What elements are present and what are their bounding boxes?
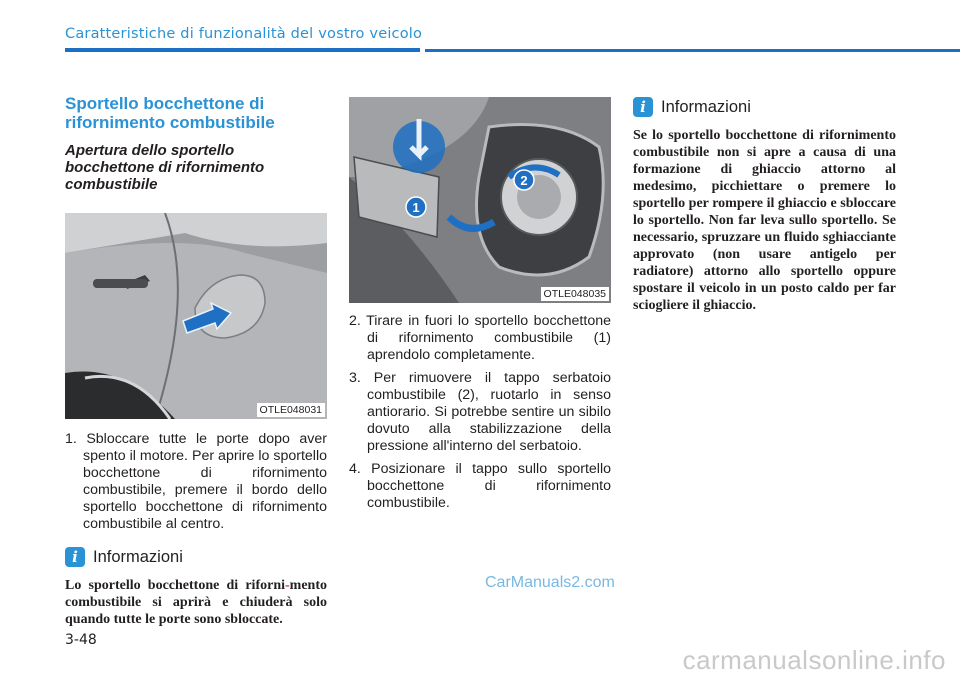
site-watermark: carmanualsonline.info: [682, 645, 946, 675]
fuel-door-closed-figure: [65, 213, 327, 419]
info-title: Informazioni: [661, 97, 751, 116]
step-3: 3. Per rimuovere il tappo serbatoio combustibile (2), ruotarlo in senso antiorario. Si potrebbe sentire un sibilo dovuto alla stabilizzazione della pressione all'interno del serbatoio.: [349, 370, 611, 454]
info-text: Se lo sportello bocchettone di rifornimento combustibile non si apre a causa di una formazione di ghiaccio attorno al medesimo, picchiettare o premere lo sportello per rompere il ghiaccio e sbloccare lo sportello. Non far leva sullo sportello. Se necessario, spruzzare un fluido sghiacciante approvato (non usare antigelo per radiatore) attorno allo sportello oppure spostare il veicolo in un posto caldo per far sciogliere il ghiaccio.: [633, 128, 896, 313]
info-text: [65, 577, 327, 628]
section-header: Caratteristiche di funzionalità del vostro veicolo: [65, 26, 423, 42]
figure-label: OTLE048035: [541, 287, 609, 301]
section-title: Sportello bocchettone di rifornimento combustibile: [65, 94, 275, 132]
fuel-door-open-figure: [349, 97, 611, 303]
step-2: 2. Tirare in fuori lo sportello bocchettone di rifornimento combustibile (1) aprendolo completamente.: [349, 313, 611, 363]
info-icon: i: [633, 97, 653, 117]
info-header: [65, 547, 327, 567]
info-text-part: mento combustibile si aprirà e chiuderà solo quando tutte le porte sono sbloccate.: [65, 578, 327, 627]
header-rule-right: [425, 49, 960, 52]
info-icon: i: [65, 547, 85, 567]
column-left: [65, 94, 327, 628]
step-4: 4. Posizionare il tappo sullo sportello bocchettone di rifornimento combustibile.: [349, 461, 611, 511]
column-middle: [349, 97, 611, 518]
page-number: 3-48: [65, 632, 97, 648]
info-text-part: Lo sportello bocchettone di riforni: [65, 578, 285, 593]
info-title: Informazioni: [93, 547, 183, 566]
watermark-text: CarManuals2.com: [485, 574, 615, 591]
info-header: [633, 97, 896, 117]
subsection-title: Apertura dello sportello bocchettone di rifornimento combustibile: [65, 142, 265, 193]
car-side-illustration: [65, 213, 327, 419]
column-right: [633, 97, 896, 314]
callout-2: 2: [520, 173, 528, 188]
hyphen-mark: -: [285, 578, 290, 593]
header-rule-left: [65, 48, 420, 52]
fuel-cap-illustration: [349, 97, 611, 303]
step-1: 1. Sbloccare tutte le porte dopo aver spento il motore. Per aprire lo sportello bocchettone di rifornimento combustibile, premere il bordo dello sportello bocchettone di rifornimento combustibile al centro.: [65, 431, 327, 532]
callout-1: 1: [412, 200, 420, 215]
figure-label: OTLE048031: [257, 403, 325, 417]
